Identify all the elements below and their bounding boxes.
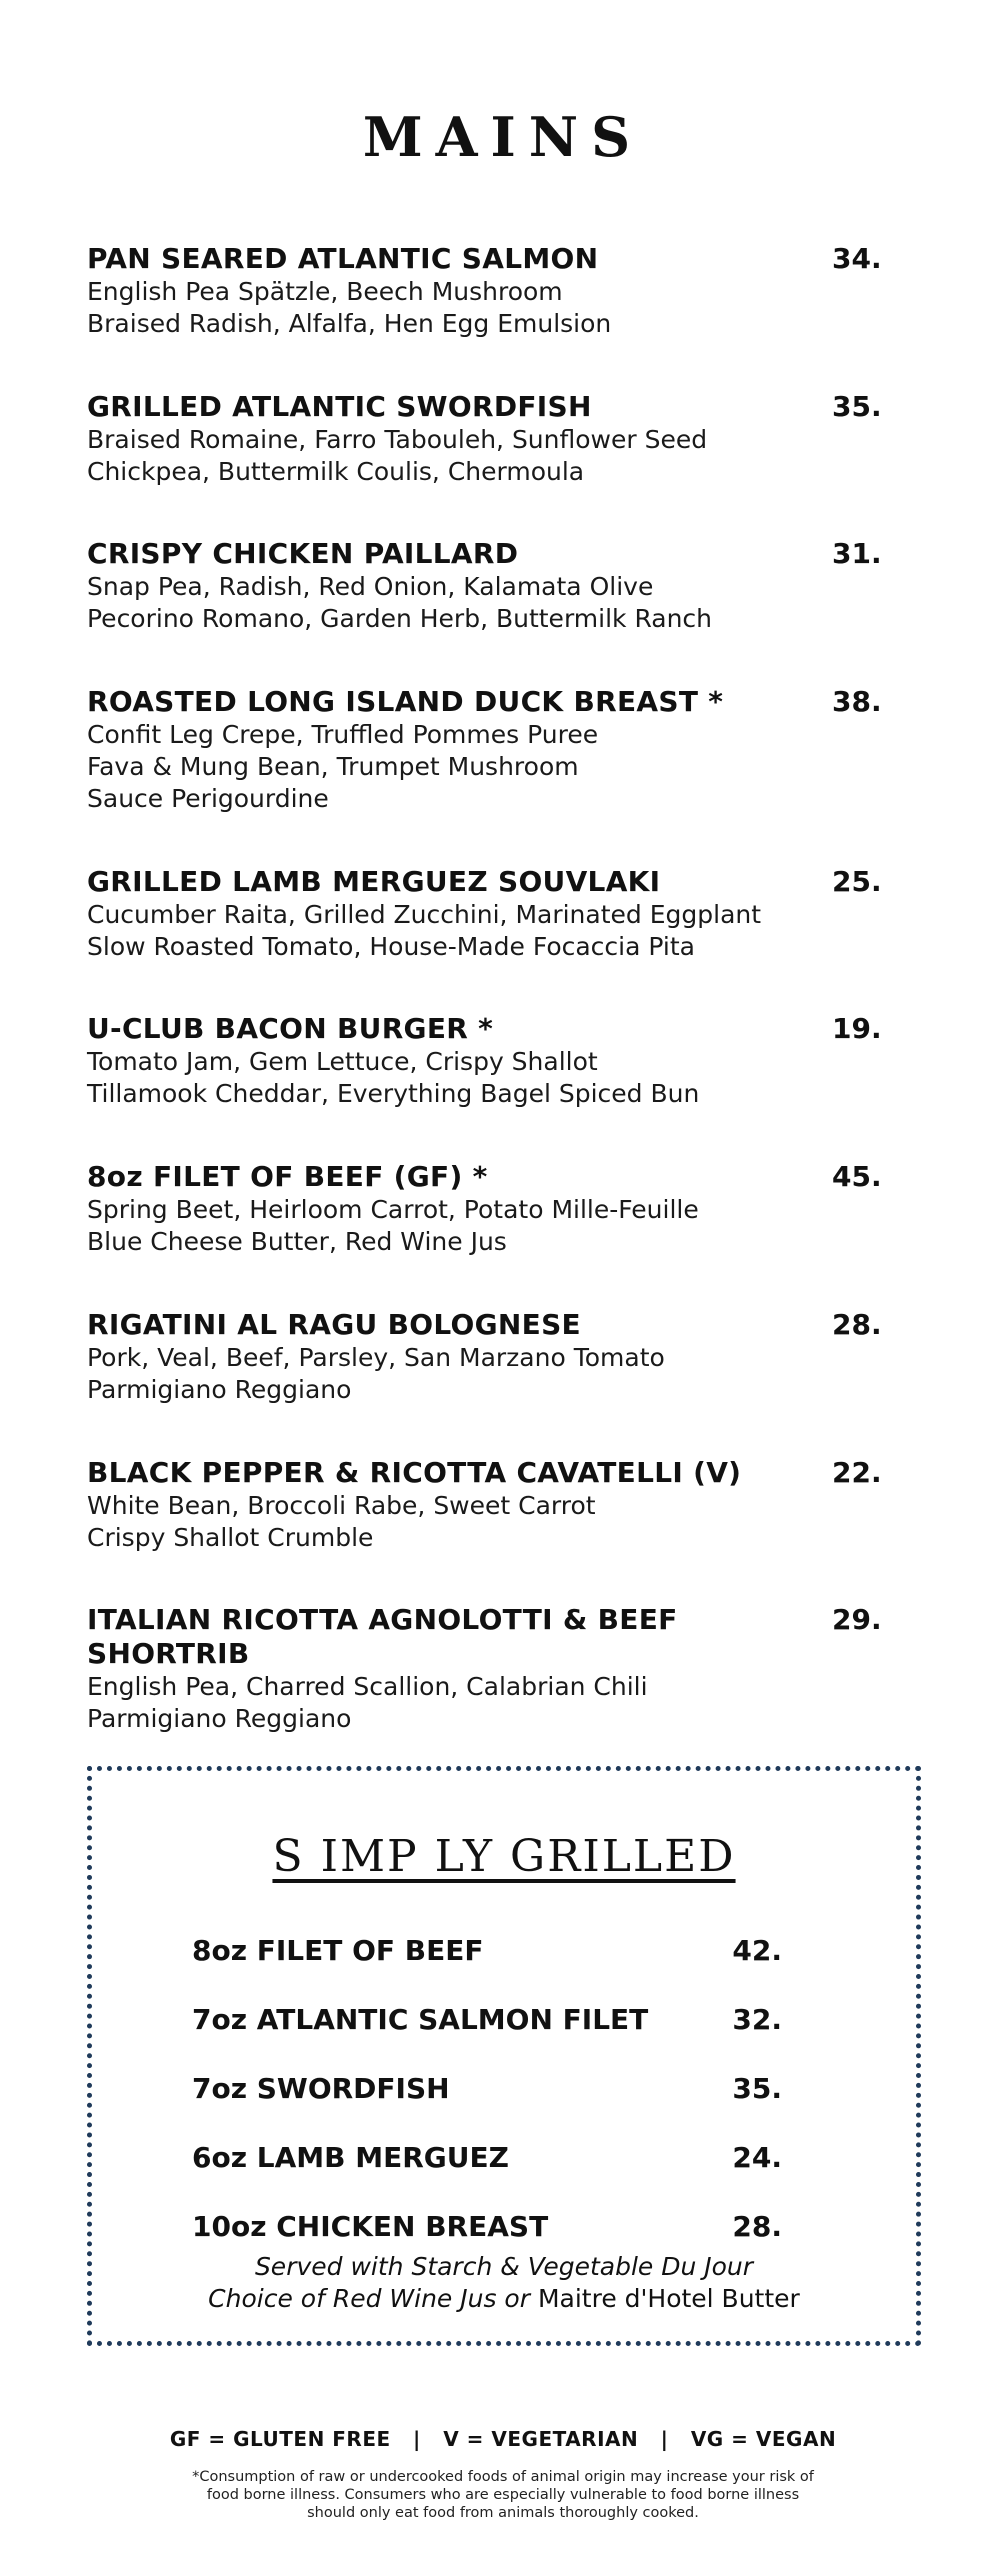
menu-item-description: Pecorino Romano, Garden Herb, Buttermilk Ranch	[87, 604, 713, 634]
menu-item-description: Pork, Veal, Beef, Parsley, San Marzano Tomato	[87, 1342, 665, 1372]
menu-item	[87, 242, 882, 390]
grilled-item	[192, 2123, 782, 2192]
menu-item-description: Parmigiano Reggiano	[87, 1704, 352, 1734]
menu-item-description: Confit Leg Crepe, Truffled Pommes Puree	[87, 720, 599, 750]
grilled-item-price: 28.	[732, 2210, 782, 2243]
grilled-item-price: 35.	[732, 2072, 782, 2105]
menu-item-name: BLACK PEPPER & RICOTTA CAVATELLI (V)	[87, 1455, 742, 1489]
menu-item-price: 34.	[832, 242, 882, 275]
menu-item-price: 29.	[832, 1603, 882, 1637]
served-line-2	[92, 2283, 916, 2315]
mains-list	[87, 242, 882, 1751]
menu-item-description: English Pea, Charred Scallion, Calabrian Chili	[87, 1672, 648, 1702]
menu-item	[87, 389, 882, 538]
menu-item-price: 38.	[832, 685, 882, 719]
menu-item-description: Tillamook Cheddar, Everything Bagel Spiced Bun	[87, 1079, 700, 1109]
menu-item-price: 19.	[832, 1012, 882, 1046]
served-line-2-italic: Choice of Red Wine Jus or	[208, 2284, 530, 2313]
simply-grilled-title: S IMP LY GRILLED	[272, 1831, 736, 1882]
food-safety-disclaimer: *Consumption of raw or undercooked foods of animal origin may increase your risk of food borne illness. Consumers who are especially vulnerable to food borne illness should only eat food from animals thoroughly cooked.	[192, 2469, 814, 2521]
menu-item-name: PAN SEARED ATLANTIC SALMON	[87, 242, 599, 275]
simply-grilled-box	[87, 1766, 921, 2346]
grilled-item-name: 6oz LAMB MERGUEZ	[192, 2141, 509, 2174]
menu-item-name: GRILLED ATLANTIC SWORDFISH	[87, 389, 592, 423]
menu-item	[87, 1307, 882, 1456]
menu-item-description: Braised Romaine, Farro Tabouleh, Sunflower Seed	[87, 424, 708, 454]
grilled-item-name: 10oz CHICKEN BREAST	[192, 2210, 549, 2243]
menu-item	[87, 1160, 882, 1308]
menu-item-description: Fava & Mung Bean, Trumpet Mushroom	[87, 752, 579, 782]
menu-item-description: Cucumber Raita, Grilled Zucchini, Marinated Eggplant	[87, 899, 762, 929]
simply-grilled-list	[192, 1916, 782, 2261]
menu-item-name: ITALIAN RICOTTA AGNOLOTTI & BEEF SHORTRIB	[87, 1603, 678, 1671]
grilled-item-price: 32.	[732, 2003, 782, 2036]
menu-item	[87, 685, 882, 865]
grilled-item-name: 8oz FILET OF BEEF	[192, 1934, 484, 1967]
menu-item-description: Blue Cheese Butter, Red Wine Jus	[87, 1227, 507, 1257]
menu-item-price: 22.	[832, 1455, 882, 1489]
dietary-legend: GF = GLUTEN FREE | V = VEGETARIAN | VG = VEGAN	[169, 2427, 837, 2451]
menu-item-name: CRISPY CHICKEN PAILLARD	[87, 537, 519, 571]
menu-item-description: Tomato Jam, Gem Lettuce, Crispy Shallot	[87, 1047, 598, 1077]
menu-item-description: Snap Pea, Radish, Red Onion, Kalamata Olive	[87, 572, 654, 602]
menu-item-description: Sauce Perigourdine	[87, 784, 329, 814]
grilled-item-name: 7oz ATLANTIC SALMON FILET	[192, 2003, 649, 2036]
menu-item	[87, 1012, 882, 1160]
menu-item-description: Crispy Shallot Crumble	[87, 1522, 374, 1552]
menu-item-description: Spring Beet, Heirloom Carrot, Potato Mille-Feuille	[87, 1195, 699, 1225]
page-title: MAINS	[362, 105, 644, 169]
menu-item	[87, 864, 882, 1013]
menu-item-description: Chickpea, Buttermilk Coulis, Chermoula	[87, 456, 585, 486]
menu-item-description: Slow Roasted Tomato, House-Made Focaccia Pita	[87, 931, 695, 961]
menu-item-name: U-CLUB BACON BURGER *	[87, 1012, 494, 1046]
served-with-note	[92, 2251, 916, 2315]
menu-item-name: RIGATINI AL RAGU BOLOGNESE	[87, 1307, 581, 1341]
menu-item-description: Braised Radish, Alfalfa, Hen Egg Emulsion	[87, 309, 612, 338]
menu-item	[87, 537, 882, 685]
grilled-item-price: 42.	[732, 1934, 782, 1967]
menu-item	[87, 1603, 882, 1751]
menu-item-price: 35.	[832, 389, 882, 423]
menu-item-name: GRILLED LAMB MERGUEZ SOUVLAKI	[87, 864, 661, 898]
grilled-item	[192, 1916, 782, 1985]
menu-item-name: 8oz FILET OF BEEF (GF) *	[87, 1160, 488, 1194]
menu-item-description: Parmigiano Reggiano	[87, 1374, 352, 1404]
menu-item	[87, 1455, 882, 1604]
grilled-item-name: 7oz SWORDFISH	[192, 2072, 450, 2105]
grilled-item	[192, 2054, 782, 2123]
served-line-2-plain: Maitre d'Hotel Butter	[537, 2284, 800, 2313]
menu-item-description: White Bean, Broccoli Rabe, Sweet Carrot	[87, 1490, 596, 1520]
menu-item-price: 25.	[832, 864, 882, 898]
grilled-item	[192, 1985, 782, 2054]
grilled-item-price: 24.	[732, 2141, 782, 2174]
menu-item-price: 28.	[832, 1307, 882, 1341]
served-line-1: Served with Starch & Vegetable Du Jour	[254, 2252, 754, 2281]
menu-item-description: English Pea Spätzle, Beech Mushroom	[87, 277, 563, 306]
menu-item-price: 45.	[832, 1160, 882, 1194]
menu-item-price: 31.	[832, 537, 882, 571]
menu-item-name: ROASTED LONG ISLAND DUCK BREAST *	[87, 685, 724, 719]
